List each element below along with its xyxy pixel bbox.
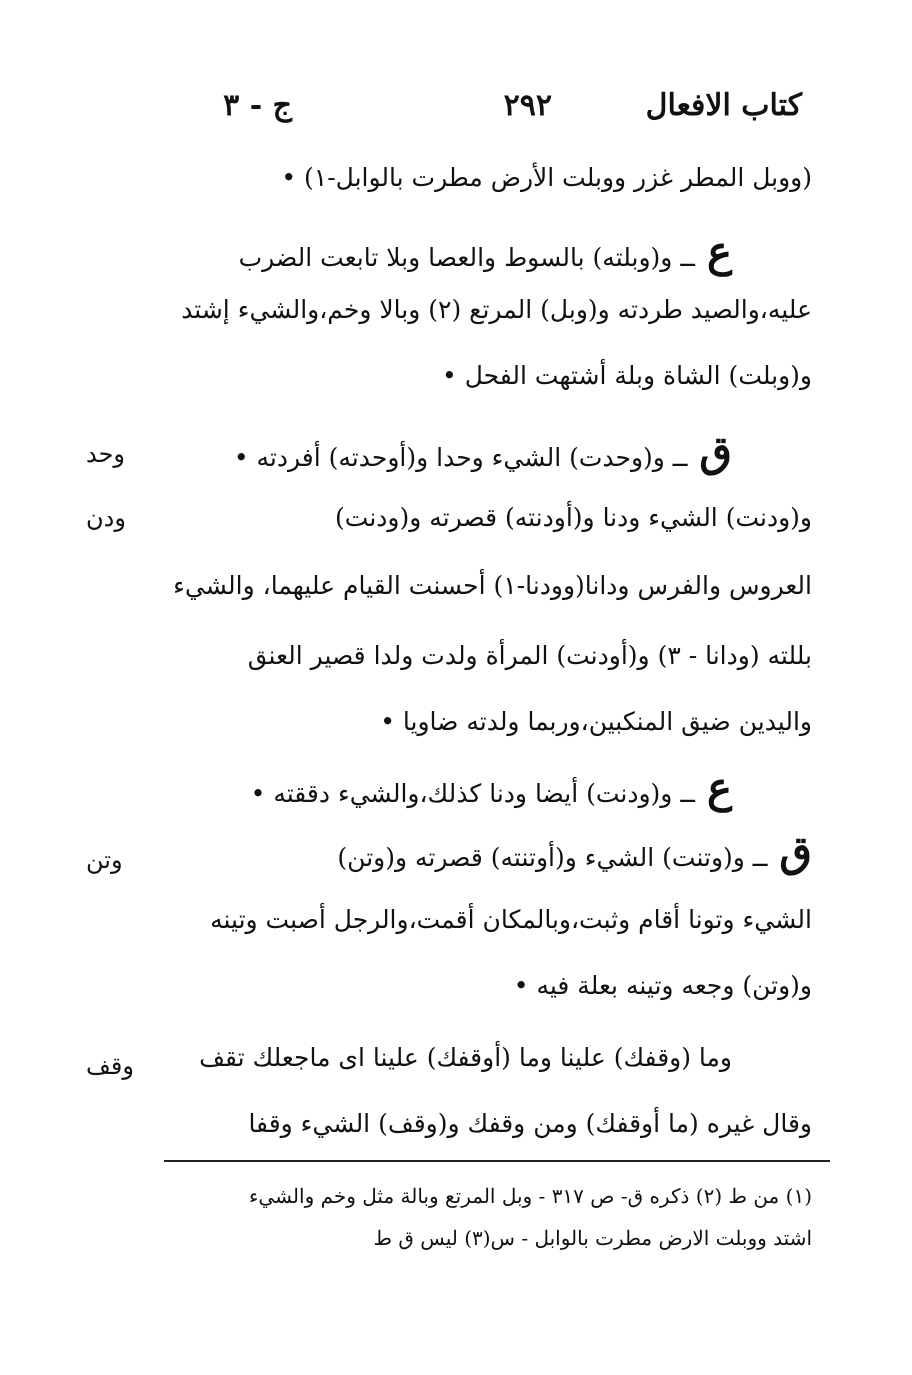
text-line xyxy=(281,158,812,198)
footnote-rule xyxy=(164,1160,830,1162)
text-line xyxy=(199,1038,732,1078)
page-number: ٢٩٢ xyxy=(503,88,552,123)
line-text: و(ودنت) الشيء ودنا و(أودنته) قصرته و(ودنت) xyxy=(335,503,812,532)
line-text: بللته (ودانا - ٣) و(أودنت) المرأة ولدت ولدا قصير العنق xyxy=(247,641,812,670)
line-text: و(وبلت) الشاة وبلة أشتهت الفحل • xyxy=(442,361,812,390)
text-line xyxy=(233,427,732,478)
margin-root-word: وحد xyxy=(86,440,126,468)
line-text: وقال غيره (ما أوقفك) ومن وقفك و(وقف) الشيء وقفا xyxy=(248,1109,812,1138)
text-line xyxy=(238,227,732,278)
text-line xyxy=(335,498,812,538)
line-text: وما (وقفك) علينا وما (أوقفك) علينا اى ماجعلك تقف xyxy=(199,1043,732,1072)
line-text: الشيء وتونا أقام وثبت،وبالمكان أقمت،والرجل أصبت وتينه xyxy=(210,905,812,934)
text-line xyxy=(248,1104,812,1144)
footnote-line: اشتد ووبلت الارض مطرت بالوابل - س(٣) ليس ق ط xyxy=(373,1226,812,1250)
text-line xyxy=(181,290,812,330)
line-text: (ووبل المطر غزر ووبلت الأرض مطرت بالوابل-١) • xyxy=(281,163,812,192)
text-line xyxy=(514,966,812,1006)
line-text: ــ و(وتنت) الشيء و(أوتنته) قصرته و(وتن) xyxy=(337,843,768,872)
text-line xyxy=(380,702,812,742)
section-marker: ع xyxy=(706,763,732,812)
text-line xyxy=(248,636,812,676)
margin-root-word: وقف xyxy=(86,1052,134,1080)
line-text: واليدين ضيق المنكبين،وربما ولدته ضاويا • xyxy=(380,707,812,736)
line-text: العروس والفرس ودانا(وودنا-١) أحسنت القيام عليهما، والشيء xyxy=(173,571,812,600)
margin-root-word: وتن xyxy=(86,846,123,874)
part-number: ج - ٣ xyxy=(223,88,292,123)
section-marker: ع xyxy=(706,227,732,276)
text-line xyxy=(210,900,812,940)
margin-root-word: ودن xyxy=(86,504,126,532)
line-text: ــ و(وحدت) الشيء وحدا و(أوحدته) أفردته • xyxy=(233,443,688,472)
text-line xyxy=(250,763,732,814)
text-line xyxy=(173,566,812,606)
section-marker: ق xyxy=(779,827,812,876)
line-text: ــ و(ودنت) أيضا ودنا كذلك،والشيء دققته • xyxy=(250,779,695,808)
text-line xyxy=(442,356,812,396)
footnote-line: (١) من ط (٢) ذكره ق- ص ٣١٧ - وبل المرتع وبالة مثل وخم والشيء xyxy=(249,1184,812,1208)
text-line xyxy=(337,827,812,878)
section-marker: ق xyxy=(699,427,732,476)
line-text: ــ و(وبلته) بالسوط والعصا وبلا تابعت الضرب xyxy=(238,243,695,272)
line-text: و(وتن) وجعه وتينه بعلة فيه • xyxy=(513,971,812,1000)
line-text: عليه،والصيد طردته و(وبل) المرتع (٢) وبالا وخم،والشيء إشتد xyxy=(181,295,812,324)
book-title: كتاب الافعال xyxy=(645,88,802,123)
